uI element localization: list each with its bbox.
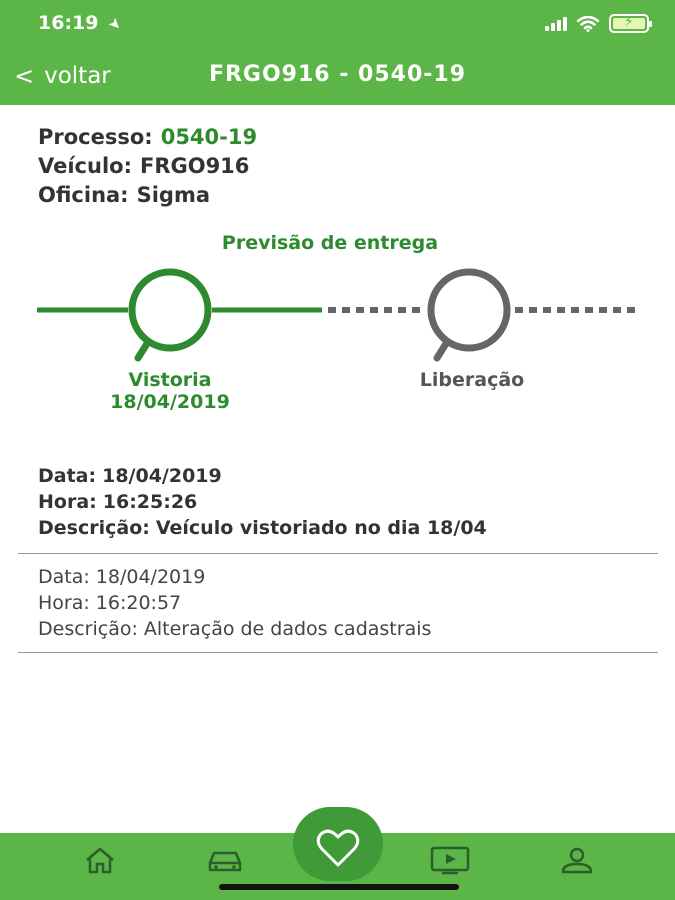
- navigation-bar: [0, 50, 675, 105]
- forecast-title: Previsão de entrega: [221, 232, 439, 254]
- wifi-icon: [577, 16, 599, 32]
- oficina-row: [38, 183, 257, 212]
- entry-data-row: [38, 465, 658, 491]
- history-list: [18, 465, 658, 653]
- tab-profile[interactable]: [557, 845, 597, 875]
- back-button-label: voltar: [44, 63, 111, 89]
- cellular-signal-icon: [545, 17, 567, 31]
- entry-descricao-label: Descrição:: [38, 517, 150, 539]
- history-entry: [18, 554, 658, 653]
- entry-data-label: Data:: [38, 465, 97, 487]
- veiculo-row: [38, 154, 257, 183]
- charging-bolt-icon: ⚡: [624, 14, 634, 30]
- status-bar: [0, 0, 675, 50]
- processo-value: 0540-19: [160, 125, 258, 149]
- process-info: [38, 125, 257, 212]
- entry-descricao-row: [38, 618, 658, 644]
- battery-icon: [609, 14, 649, 33]
- entry-hora-row: [38, 491, 658, 517]
- tab-vehicles[interactable]: [205, 845, 245, 875]
- entry-descricao-label: Descrição:: [38, 618, 138, 640]
- step-liberacao-name: Liberação: [419, 369, 525, 391]
- status-time: [38, 12, 127, 35]
- entry-hora-row: [38, 592, 658, 618]
- tab-videos[interactable]: [430, 845, 470, 875]
- step-liberacao-label: [362, 369, 582, 391]
- location-arrow-icon: ➤: [104, 13, 127, 35]
- history-entry: [18, 465, 658, 554]
- processo-label: Processo:: [38, 125, 153, 149]
- heart-icon: [293, 807, 383, 881]
- oficina-value: Sigma: [136, 183, 211, 207]
- user-icon: [557, 845, 597, 875]
- oficina-label: Oficina:: [38, 183, 129, 207]
- entry-data-value: 18/04/2019: [95, 566, 206, 588]
- chevron-left-icon: <: [14, 62, 35, 90]
- page-title: FRGO916 - 0540-19: [208, 62, 467, 87]
- step-vistoria-date: 18/04/2019: [110, 391, 230, 413]
- car-icon: [205, 845, 245, 875]
- entry-descricao-value: Alteração de dados cadastrais: [143, 618, 432, 640]
- entry-descricao-row: [38, 517, 658, 543]
- favorites-button[interactable]: [293, 807, 383, 881]
- step-vistoria-name: Vistoria: [128, 369, 212, 391]
- video-icon: [430, 845, 470, 875]
- entry-descricao-value: Veículo vistoriado no dia 18/04: [155, 517, 487, 539]
- entry-data-label: Data:: [38, 566, 90, 588]
- step-vistoria-label: [60, 369, 280, 413]
- status-icons: [545, 14, 649, 33]
- entry-hora-label: Hora:: [38, 592, 90, 614]
- home-icon: [80, 845, 120, 875]
- entry-hora-value: 16:20:57: [95, 592, 182, 614]
- entry-data-row: [38, 566, 658, 592]
- entry-hora-label: Hora:: [38, 491, 97, 513]
- entry-hora-value: 16:25:26: [102, 491, 198, 513]
- veiculo-value: FRGO916: [139, 154, 250, 178]
- veiculo-label: Veículo:: [38, 154, 132, 178]
- processo-row: [38, 125, 257, 154]
- status-time-text: 16:19: [38, 12, 99, 34]
- tab-home[interactable]: [80, 845, 120, 875]
- vistoria-pin-icon: [132, 272, 208, 358]
- home-indicator: [219, 884, 459, 890]
- delivery-timeline: [0, 265, 675, 365]
- entry-data-value: 18/04/2019: [102, 465, 222, 487]
- liberacao-pin-icon: [431, 272, 507, 358]
